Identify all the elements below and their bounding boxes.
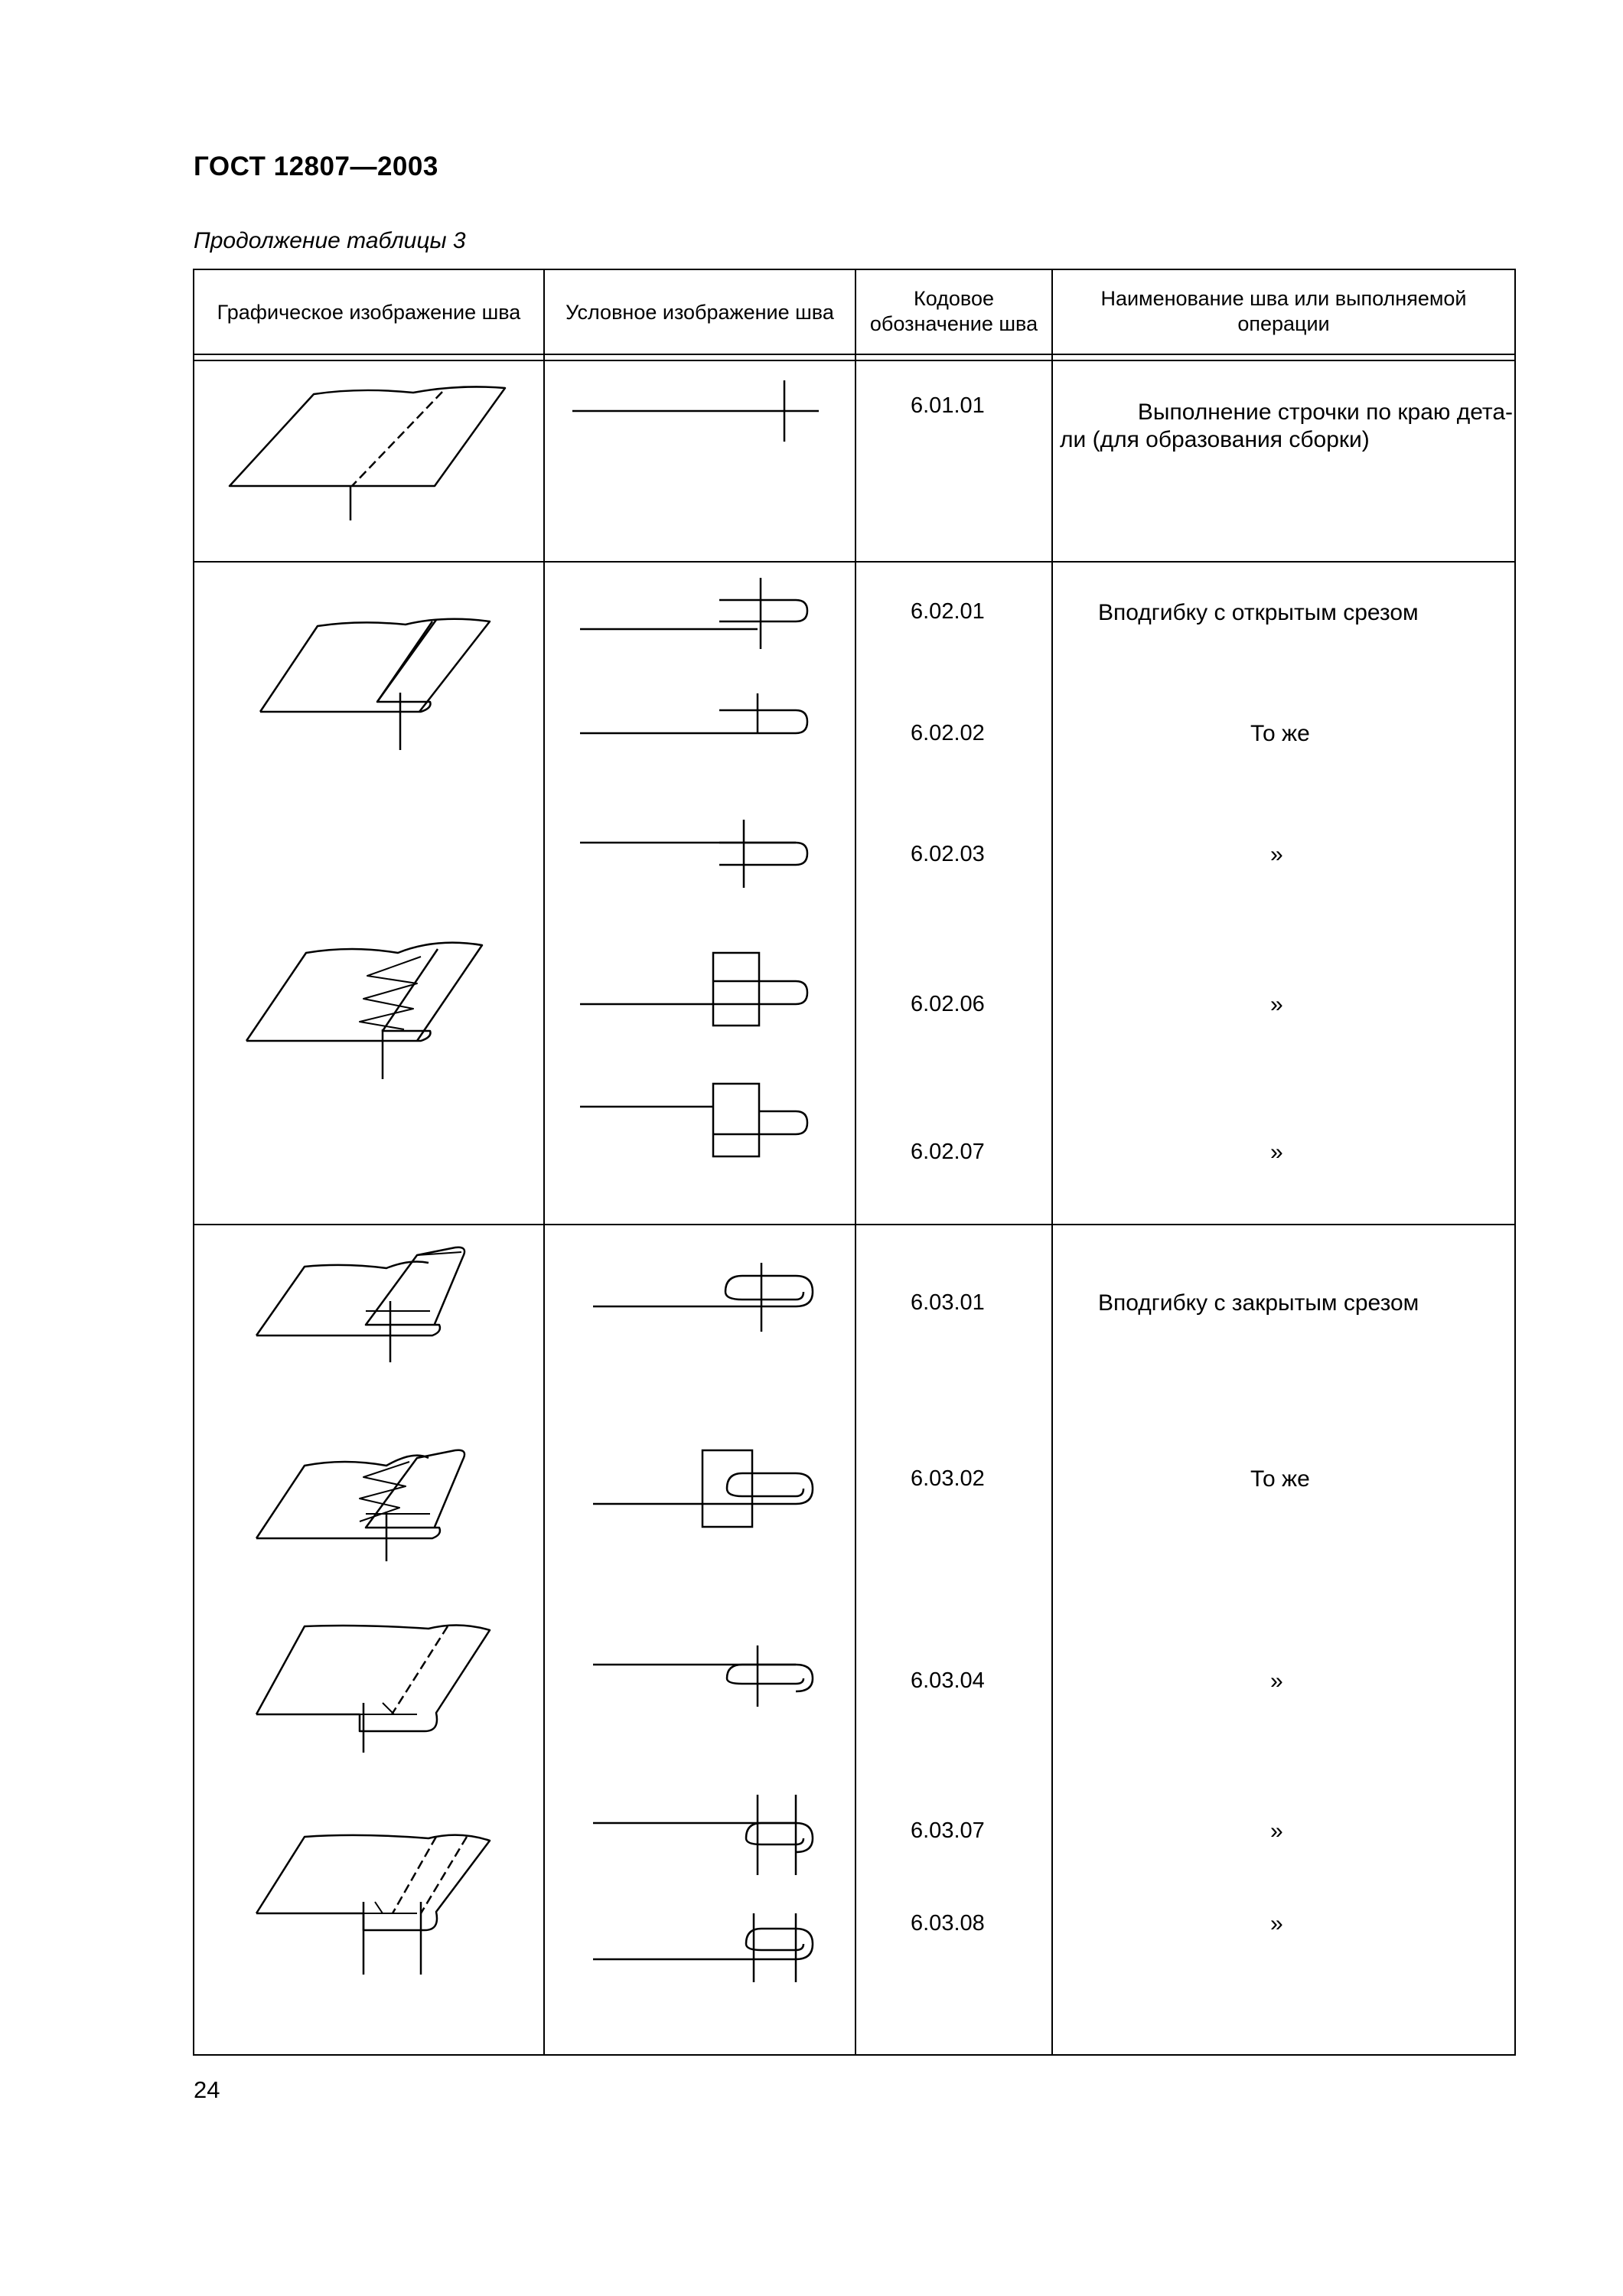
symbol-6-02-01 (580, 578, 807, 649)
code-6-02-01: 6.02.01 (911, 599, 985, 624)
graphic-fold-closed-edge-double (256, 1835, 490, 1975)
name-6-02-02: То же (1250, 721, 1310, 746)
graphic-fold-open-edge (260, 619, 490, 750)
name-6-03-08: » (1270, 1911, 1283, 1936)
name-6-01-01-line2: ли (для образования сборки) (1060, 427, 1370, 452)
code-6-03-02: 6.03.02 (911, 1466, 985, 1491)
code-6-02-03: 6.02.03 (911, 842, 985, 866)
symbol-6-03-02 (593, 1450, 813, 1527)
symbol-6-03-08 (593, 1913, 813, 1982)
code-6-03-04: 6.03.04 (911, 1668, 985, 1693)
code-6-03-07: 6.03.07 (911, 1818, 985, 1843)
code-6-03-08: 6.03.08 (911, 1911, 985, 1936)
header-graphic: Графическое изображение шва (217, 301, 521, 324)
header-name: Наименование шва или выполняемой операции (1100, 287, 1467, 335)
name-6-03-04: » (1270, 1668, 1283, 1694)
table-grid (194, 269, 1515, 2055)
name-6-02-03: » (1270, 842, 1283, 867)
document-title: ГОСТ 12807—2003 (194, 152, 438, 181)
symbol-6-02-02 (580, 693, 807, 733)
name-6-03-02: То же (1250, 1466, 1310, 1492)
symbol-6-01-01 (572, 380, 819, 442)
code-6-02-07: 6.02.07 (911, 1140, 985, 1164)
table-caption: Продолжение таблицы 3 (194, 228, 466, 253)
symbol-6-03-04 (593, 1645, 813, 1707)
code-6-03-01: 6.03.01 (911, 1290, 985, 1315)
name-6-01-01-line1: Выполнение строчки по краю дета- (1137, 400, 1513, 425)
page-number: 24 (194, 2076, 220, 2103)
graphic-fold-closed-edge-zigzag (256, 1450, 464, 1561)
header-code: Кодовое обозначение шва (869, 287, 1038, 335)
graphic-fold-closed-edge-1 (256, 1247, 464, 1362)
name-6-02-07: » (1270, 1140, 1283, 1165)
symbol-6-03-01 (593, 1263, 813, 1332)
code-6-02-02: 6.02.02 (911, 721, 985, 745)
code-6-02-06: 6.02.06 (911, 992, 985, 1016)
symbol-6-02-06 (580, 953, 807, 1026)
symbol-6-03-07 (593, 1795, 813, 1875)
code-6-01-01: 6.01.01 (911, 393, 985, 418)
name-6-03-01: Вподгибку с закрытым срезом (1098, 1290, 1419, 1316)
symbol-6-02-07 (580, 1084, 807, 1156)
graphic-fold-zigzag (246, 943, 482, 1079)
name-6-03-07: » (1270, 1818, 1283, 1844)
header-symbol: Условное изображение шва (565, 301, 834, 324)
symbol-6-02-03 (580, 820, 807, 888)
name-6-02-06: » (1270, 992, 1283, 1017)
graphic-fold-closed-edge-wide (256, 1625, 490, 1753)
name-6-02-01: Вподгибку с открытым срезом (1098, 600, 1419, 625)
graphic-edge-stitch (230, 386, 505, 520)
